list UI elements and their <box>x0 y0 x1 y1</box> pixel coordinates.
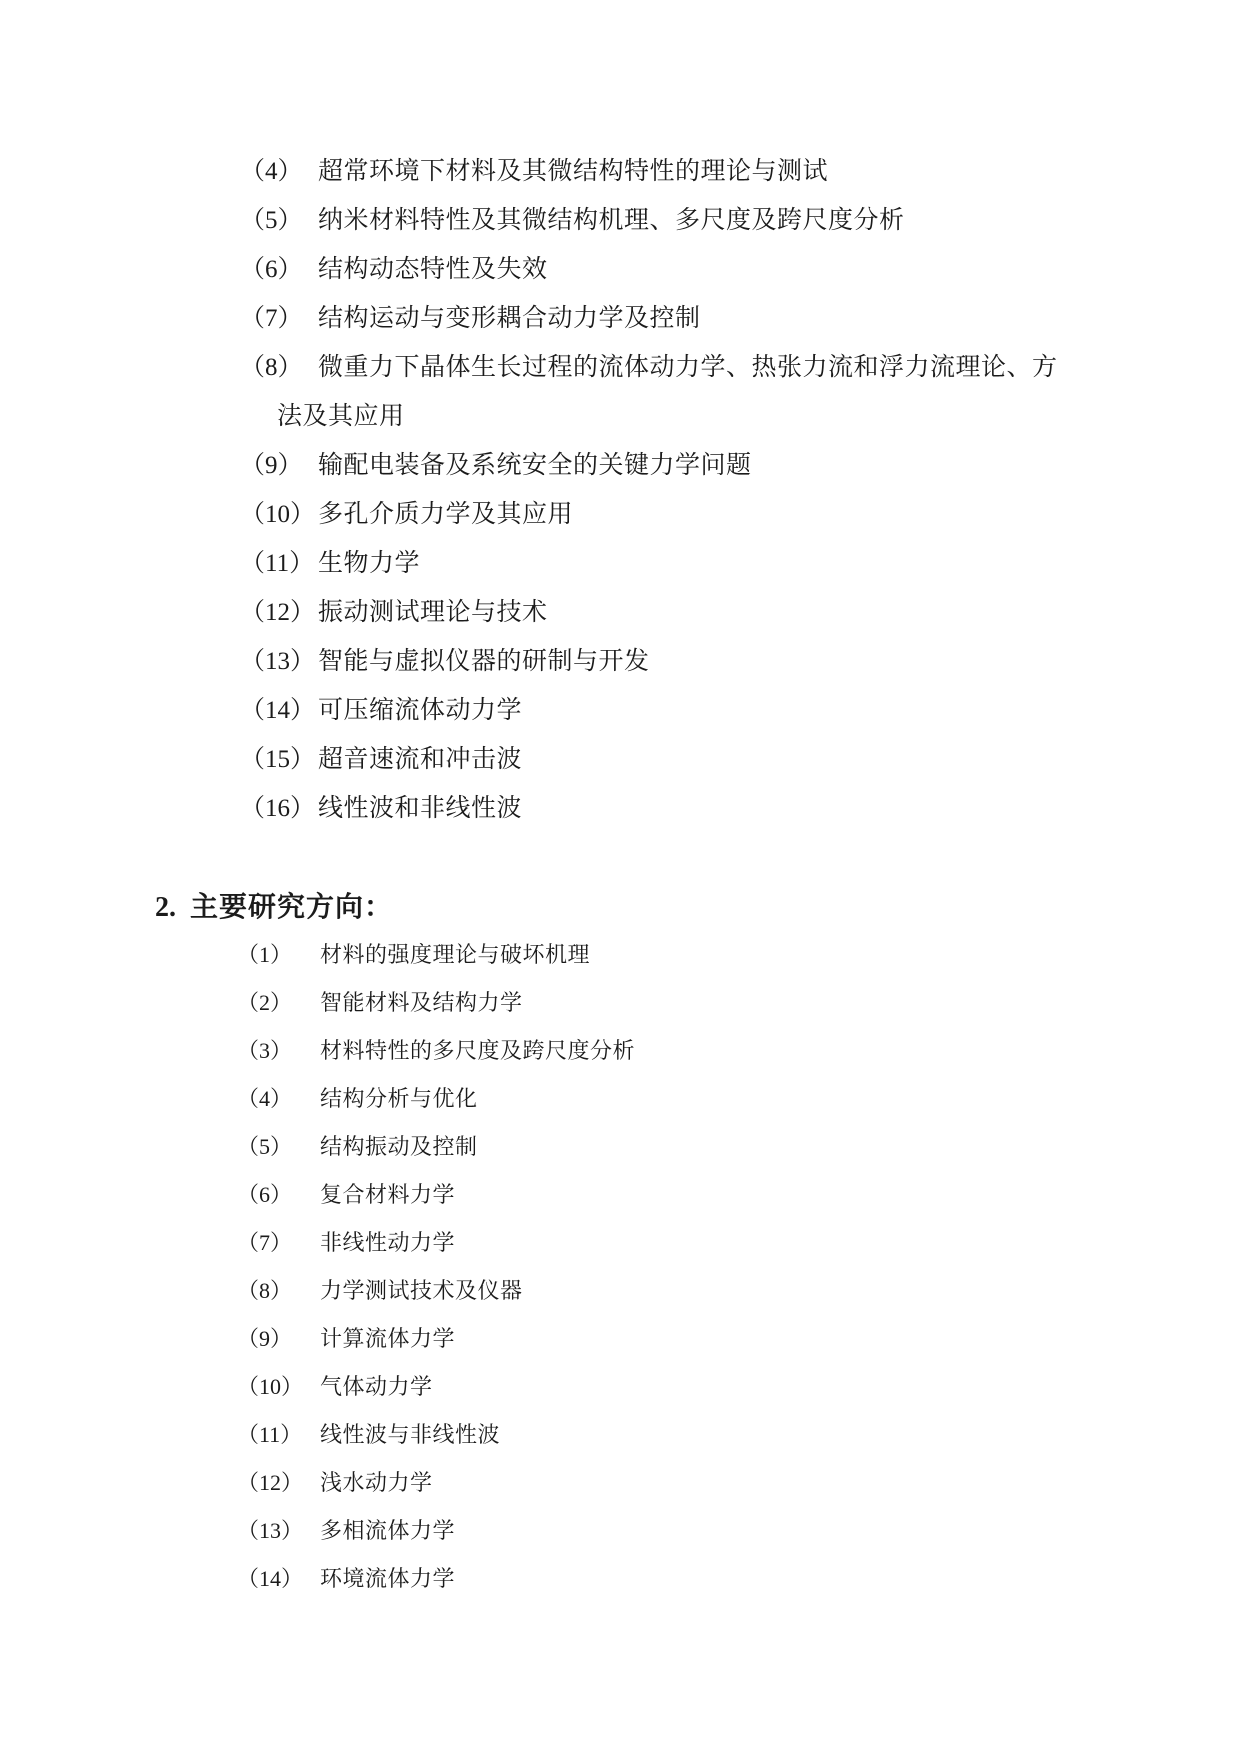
list-item-text: 材料的强度理论与破坏机理 <box>320 942 591 967</box>
list-item-number: （13） <box>237 1518 304 1543</box>
list-item-number: （14） <box>240 697 316 724</box>
list-item-text: 力学测试技术及仪器 <box>320 1278 523 1303</box>
list-item-text: 生物力学 <box>318 550 421 577</box>
list-item-number: （7） <box>237 1230 293 1255</box>
list-item-number: （8） <box>237 1278 293 1303</box>
list-item-text: 气体动力学 <box>320 1374 433 1399</box>
list-item-number: （14） <box>237 1566 304 1591</box>
section1-topic-list <box>0 147 1241 833</box>
list-item <box>0 196 1241 245</box>
list-item-text: 超常环境下材料及其微结构特性的理论与测试 <box>318 158 829 185</box>
list-item <box>0 686 1241 735</box>
section2-heading-text: 主要研究方向： <box>190 891 394 922</box>
list-item <box>0 343 1241 392</box>
list-item-text: 多孔介质力学及其应用 <box>318 501 574 528</box>
list-item-number: （6） <box>237 1182 293 1207</box>
list-item-number: （6） <box>240 256 303 283</box>
list-item-continuation <box>0 392 1241 441</box>
list-item <box>0 1411 1241 1459</box>
list-item-text: 超音速流和冲击波 <box>318 746 523 773</box>
list-item-number: （8） <box>240 354 303 381</box>
list-item-text: 结构运动与变形耦合动力学及控制 <box>318 305 701 332</box>
list-item-number: （13） <box>240 648 316 675</box>
list-item <box>0 588 1241 637</box>
list-item-number: （9） <box>240 452 303 479</box>
list-item-number: （10） <box>237 1374 304 1399</box>
list-item-number: （15） <box>240 746 316 773</box>
list-item-text: 非线性动力学 <box>320 1230 456 1255</box>
list-item-number: （12） <box>240 599 316 626</box>
list-item-text: 多相流体力学 <box>320 1518 456 1543</box>
list-item-text: 智能与虚拟仪器的研制与开发 <box>318 648 650 675</box>
list-item <box>0 1459 1241 1507</box>
list-item-number: （11） <box>240 550 315 577</box>
list-item <box>0 245 1241 294</box>
list-item <box>0 1507 1241 1555</box>
list-item-text: 纳米材料特性及其微结构机理、多尺度及跨尺度分析 <box>318 207 905 234</box>
list-item <box>0 931 1241 979</box>
list-item-text: 浅水动力学 <box>320 1470 433 1495</box>
list-item <box>0 490 1241 539</box>
list-item <box>0 294 1241 343</box>
list-item <box>0 539 1241 588</box>
list-item-text: 输配电装备及系统安全的关键力学问题 <box>318 452 752 479</box>
list-item <box>0 147 1241 196</box>
list-item-number: （5） <box>237 1134 293 1159</box>
list-item-text: 环境流体力学 <box>320 1566 456 1591</box>
list-item-text: 法及其应用 <box>277 403 405 430</box>
list-item <box>0 441 1241 490</box>
list-item <box>0 1267 1241 1315</box>
list-item <box>0 1123 1241 1171</box>
list-item <box>0 637 1241 686</box>
section2-direction-list <box>0 931 1241 1603</box>
list-item-text: 计算流体力学 <box>320 1326 456 1351</box>
list-item <box>0 784 1241 833</box>
list-item-number: （2） <box>237 990 293 1015</box>
list-item-text: 结构分析与优化 <box>320 1086 478 1111</box>
list-item <box>0 979 1241 1027</box>
list-item-text: 振动测试理论与技术 <box>318 599 548 626</box>
list-item-text: 复合材料力学 <box>320 1182 456 1207</box>
list-item-text: 可压缩流体动力学 <box>318 697 523 724</box>
list-item-text: 结构振动及控制 <box>320 1134 478 1159</box>
list-item-number: （7） <box>240 305 303 332</box>
list-item-number: （5） <box>240 207 303 234</box>
list-item-text: 材料特性的多尺度及跨尺度分析 <box>320 1038 636 1063</box>
list-item-text: 结构动态特性及失效 <box>318 256 548 283</box>
list-item-number: （1） <box>237 942 293 967</box>
list-item-number: （10） <box>240 501 316 528</box>
list-item-number: （9） <box>237 1326 293 1351</box>
list-item-text: 智能材料及结构力学 <box>320 990 523 1015</box>
list-item-number: （3） <box>237 1038 293 1063</box>
list-item <box>0 1315 1241 1363</box>
list-item-text: 线性波和非线性波 <box>318 795 523 822</box>
list-item-number: （12） <box>237 1470 304 1495</box>
list-item <box>0 1555 1241 1603</box>
list-item-number: （11） <box>237 1422 303 1447</box>
list-item-text: 线性波与非线性波 <box>320 1422 501 1447</box>
list-item <box>0 1027 1241 1075</box>
list-item-text: 微重力下晶体生长过程的流体动力学、热张力流和浮力流理论、方 <box>318 354 1058 381</box>
list-item <box>0 1075 1241 1123</box>
list-item <box>0 735 1241 784</box>
section2-heading-number: 2. <box>155 892 176 923</box>
list-item <box>0 1171 1241 1219</box>
list-item <box>0 1219 1241 1267</box>
list-item <box>0 1363 1241 1411</box>
list-item-number: （4） <box>240 158 303 185</box>
section2-heading <box>155 882 393 932</box>
list-item-number: （4） <box>237 1086 293 1111</box>
list-item-number: （16） <box>240 795 316 822</box>
